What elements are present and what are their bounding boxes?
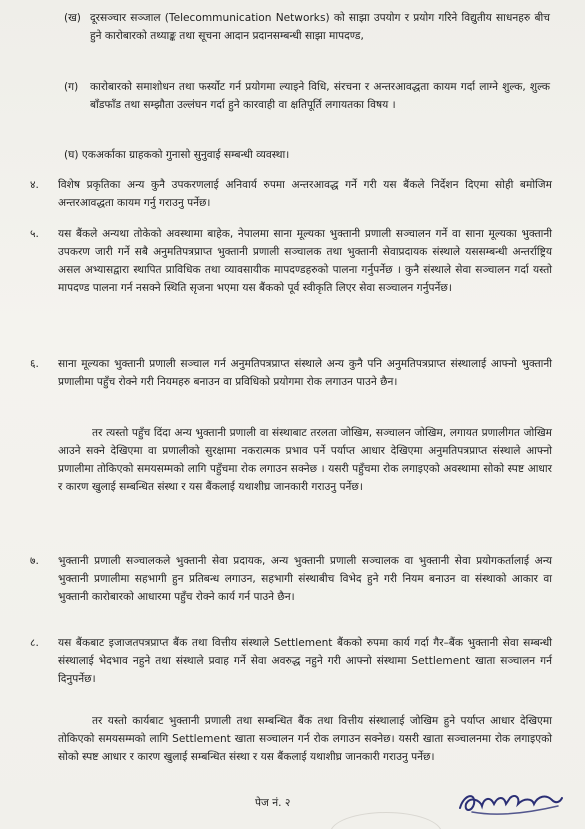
section-text: भुक्तानी प्रणाली सञ्चालकले भुक्तानी सेवा प्रदायक, अन्य भुक्तानी प्रणाली सञ्चालक वा भुक्तानी सेवा प्रयोगकर्तालाई अन्य भुक्तानी प्रणालीमा सहभागी हुन प्रतिबन्ध लगाउन, सहभागी संस्थाबीच विभेद हुने गरी नियम बनाउन वा संस्थाको आकार वा भुक्तानी कारोबारको आधारमा पहुँच रोक्ने कार्य गर्न पाउने छैन।: [58, 555, 552, 603]
section-text: यस बैंकबाट इजाजतपत्रप्राप्त बैंक तथा वित्तीय संस्थाले Settlement बैंकको रुपमा कार्य गर्दा गैर–बैंक भुक्तानी सेवा सम्बन्धी संस्थालाई भेदभाव नहुने तथा संस्थाले प्रवाह गर्ने सेवा अवरुद्ध नहुने गरी आफ्नो संस्थामा Settlement खाता सञ्चालन गर्न दिनुपर्नेछ।: [58, 637, 552, 685]
section-number: ५.: [30, 228, 39, 240]
section-number: ७.: [30, 555, 39, 567]
page-number: पेज नं. २: [255, 797, 291, 809]
section-number: ८.: [30, 637, 39, 649]
clause-text: (घ) एकअर्काका ग्राहकको गुनासो सुनुवाई सम्बन्धी व्यवस्था।: [64, 149, 290, 161]
clause-text: कारोबारको समाशोधन तथा फर्स्योट गर्न प्रयोगमा ल्याइने विधि, संरचना र अन्तरआवद्धता कायम गर्दा लाग्ने शुल्क, शुल्क बाँडफाँड तथा सम्झौता उल्लंघन गर्दा हुने कारवाही वा क्षतिपूर्ति लगायतका विषय ।: [90, 81, 550, 111]
clause-text: दूरसञ्चार सञ्जाल (Telecommunication Networks) को साझा उपयोग र प्रयोग गरिने विद्युतीय साधनहरु बीच हुने कारोबारको तथ्याङ्क तथा सूचना आदान प्रदानसम्बन्धी साझा मापदण्ड,: [90, 12, 550, 42]
section-text: विशेष प्रकृतिका अन्य कुनै उपकरणलाई अनिवार्य रुपमा अन्तरआवद्ध गर्ने गरी यस बैंकले निर्देशन दिएमा सोही बमोजिम अन्तरआवद्धता कायम गर्नु गराउनु पर्नेछ।: [58, 179, 552, 209]
section-text: यस बैंकले अन्यथा तोकेको अवस्थामा बाहेक, नेपालमा साना मूल्यका भुक्तानी प्रणाली सञ्चालन गर्ने वा साना मूल्यका भुक्तानी उपकरण जारी गर्ने सबै अनुमतिपत्रप्राप्त भुक्तानी प्रणाली सञ्चालक तथा भुक्तानी सेवाप्रदायक संस्थाले यससम्बन्धी अन्तर्राष्ट्रिय असल अभ्यासद्वारा स्थापित प्राविधिक तथा व्यावसायीक मापदण्डहरुको पालना गर्नुपर्नेछ । कुनै संस्थाले सेवा सञ्चालन गर्दा यस्तो मापदण्ड पालना गर्न नसक्ने स्थिति सृजना भएमा यस बैंकको पूर्व स्वीकृति लिएर सेवा सञ्चालन गर्नुपर्नेछ।: [58, 228, 552, 294]
section-number: ४.: [30, 179, 39, 191]
handwritten-signature: [454, 786, 564, 820]
clause-number: (ख): [64, 12, 81, 24]
proviso-text: तर त्यस्तो पहुँच दिंदा अन्य भुक्तानी प्रणाली वा संस्थाबाट तरलता जोखिम, सञ्चालन जोखिम, लगायत प्रणालीगत जोखिम आउने सक्ने देखिएमा वा प्रणालीको सुरक्षामा नकरात्मक प्रभाव पर्ने पर्याप्त आधार देखिएमा अनुमतिपत्रप्राप्त संस्थाले आफ्नो प्रणालीमा तोकिएको समयसम्मको लागि पहुँचमा रोक लगाउन सक्नेछ । यसरी पहुँचमा रोक लगाइएको अवस्थामा सोको स्पष्ट आधार र कारण खुलाई सम्बन्धित संस्था र यस बैंकलाई यथाशीघ्र जानकारी गराउनु पर्नेछ।: [58, 427, 552, 493]
proviso-text: तर यस्तो कार्यबाट भुक्तानी प्रणाली तथा सम्बन्धित बैंक तथा वित्तीय संस्थालाई जोखिम हुने पर्याप्त आधार देखिएमा तोकिएको समयसम्मको लागि Settlement खाता सञ्चालन गर्न रोक लगाउन सक्नेछ। यसरी खाता सञ्चालनमा रोक लगाइएको सोको स्पष्ट आधार र कारण खुलाई सम्बन्धित संस्था र यस बैंकलाई यथाशीघ्र जानकारी गराउनु पर्नेछ।: [58, 715, 552, 763]
section-text: साना मूल्यका भुक्तानी प्रणाली सञ्चाल गर्न अनुमतिपत्रप्राप्त संस्थाले अन्य कुनै पनि अनुमतिपत्रप्राप्त संस्थालाई आफ्नो भुक्तानी प्रणालीमा पहुँच रोक्ने गरी नियमहरु बनाउन वा प्रविधिको प्रयोगमा रोक लगाउन पाउने छैन।: [58, 358, 552, 388]
stamp-impression: [330, 812, 442, 829]
section-number: ६.: [30, 358, 39, 370]
clause-number: (ग): [64, 81, 79, 93]
